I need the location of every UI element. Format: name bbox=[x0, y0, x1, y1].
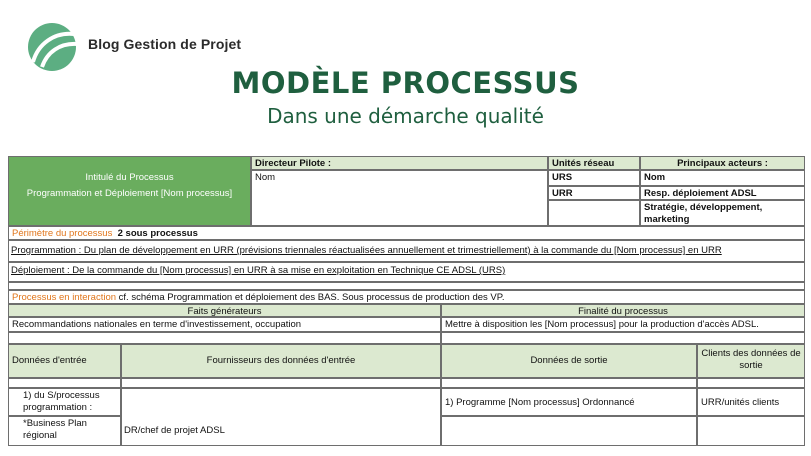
acteur-resp: Resp. déploiement ADSL bbox=[640, 186, 805, 200]
row2-sortie bbox=[441, 416, 697, 446]
intitule-cell bbox=[8, 156, 251, 226]
finalite-value: Mettre à disposition les [Nom processus] pour la production d'accès ADSL. bbox=[441, 317, 805, 332]
row2-entree: *Business Plan régional bbox=[8, 416, 121, 446]
perimetre-label: Périmètre du processus bbox=[12, 228, 113, 239]
process-table bbox=[8, 156, 805, 446]
acteur-nom: Nom bbox=[640, 170, 805, 186]
col-fournisseurs: Fournisseurs des données d'entrée bbox=[121, 344, 441, 378]
directeur-value: Nom bbox=[251, 170, 548, 226]
finalite-empty bbox=[441, 332, 805, 344]
faits-label: Faits générateurs bbox=[8, 304, 441, 317]
page-subtitle: Dans une démarche qualité bbox=[267, 104, 544, 128]
gap-cell-3 bbox=[441, 378, 697, 388]
brand-name: Blog Gestion de Projet bbox=[88, 36, 242, 52]
finalite-label: Finalité du processus bbox=[441, 304, 805, 317]
col-donnees-sortie: Données de sortie bbox=[441, 344, 697, 378]
intitule-label: Intitulé du Processus bbox=[85, 172, 174, 183]
unite-urr: URR bbox=[548, 186, 640, 200]
acteurs-label: Principaux acteurs : bbox=[640, 156, 805, 170]
row1-entree: 1) du S/processus programmation : bbox=[8, 388, 121, 416]
page-title: MODÈLE PROCESSUS bbox=[231, 66, 580, 100]
faits-value: Recommandations nationales en terme d'investissement, occupation bbox=[8, 317, 441, 332]
interaction-label: Processus en interaction bbox=[12, 292, 117, 303]
intitule-value: Programmation et Déploiement [Nom processus] bbox=[26, 188, 233, 199]
gap-cell-4 bbox=[697, 378, 805, 388]
row1-clients: URR/unités clients bbox=[697, 388, 805, 416]
row2-clients bbox=[697, 416, 805, 446]
acteur-strategie: Stratégie, développement, marketing bbox=[640, 200, 805, 226]
row2-fournisseur: DR/chef de projet ADSL bbox=[124, 425, 225, 436]
deploiement-line: Déploiement : De la commande du [Nom processus] en URR à sa mise en exploitation en Technique CE ADSL (URS) bbox=[11, 265, 506, 276]
logo-icon bbox=[22, 20, 82, 72]
gap-cell-1 bbox=[8, 378, 121, 388]
directeur-label: Directeur Pilote : bbox=[251, 156, 548, 170]
perimetre-value: 2 sous processus bbox=[117, 228, 198, 239]
unite-urs: URS bbox=[548, 170, 640, 186]
col-clients: Clients des données de sortie bbox=[697, 344, 805, 378]
faits-empty bbox=[8, 332, 441, 344]
programmation-line: Programmation : Du plan de développement en URR (prévisions triennales réactualisées annuellement et trimestriellement) à la commande du [Nom processus] en URR bbox=[11, 245, 722, 256]
interaction-row bbox=[8, 290, 805, 304]
interaction-value: cf. schéma Programmation et déploiement des BAS. Sous processus de production des VP. bbox=[118, 292, 505, 303]
spacer-row-3 bbox=[8, 282, 805, 290]
perimetre-row bbox=[8, 226, 805, 240]
gap-cell-2 bbox=[121, 378, 441, 388]
col-donnees-entree: Données d'entrée bbox=[8, 344, 121, 378]
unites-label: Unités réseau bbox=[548, 156, 640, 170]
unite-empty bbox=[548, 200, 640, 226]
row1-sortie: 1) Programme [Nom processus] Ordonnancé bbox=[441, 388, 697, 416]
